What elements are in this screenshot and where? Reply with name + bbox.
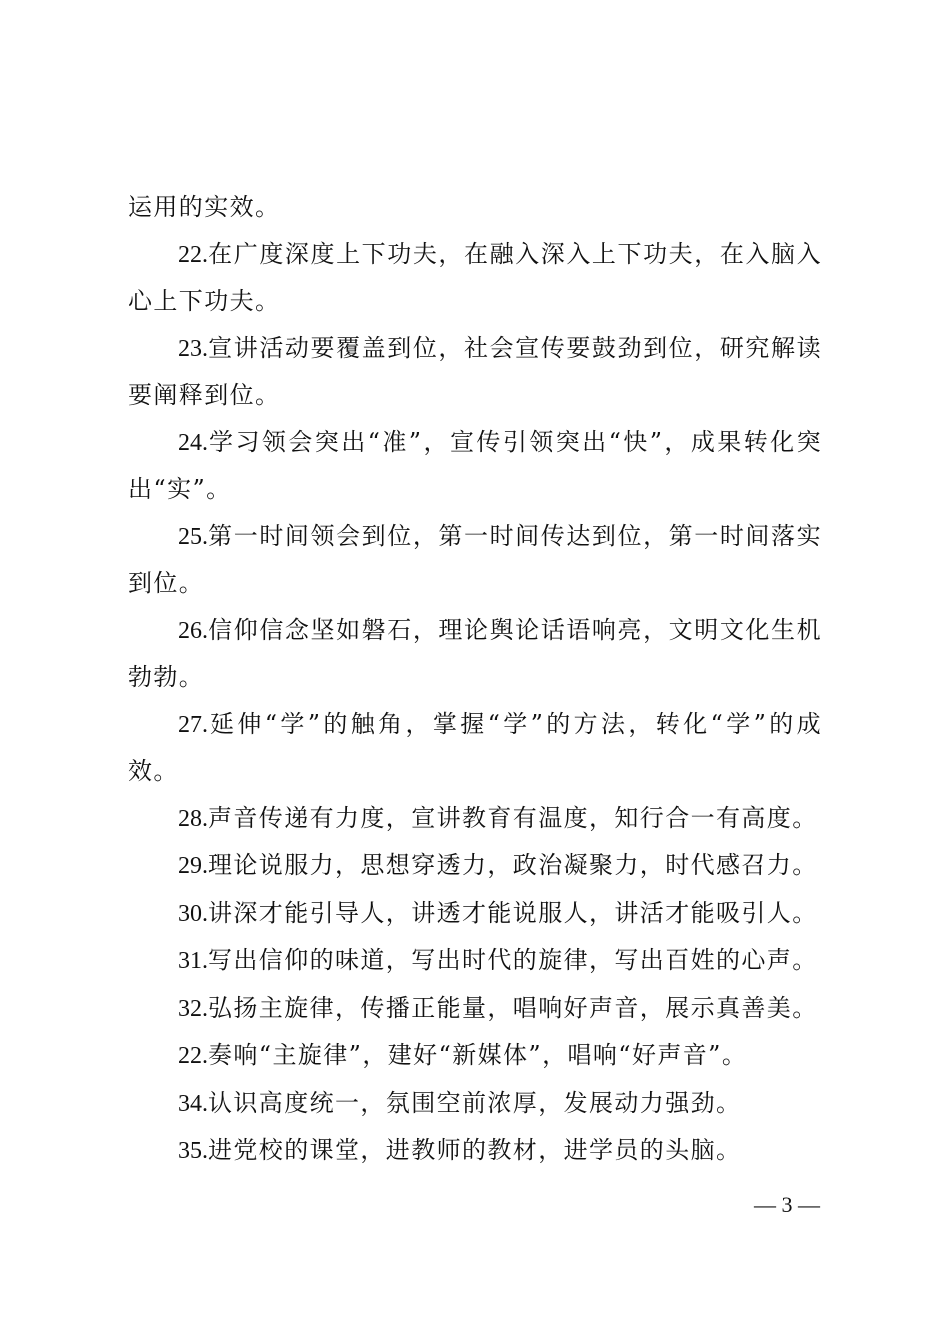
- list-item: [128, 325, 822, 419]
- item-text: 认识高度统一，氛围空前浓厚，发展动力强劲。: [208, 1088, 742, 1117]
- list-item: [128, 985, 822, 1033]
- item-number: 23.: [178, 335, 208, 362]
- item-number: 32.: [178, 995, 208, 1022]
- list-item: [128, 231, 822, 325]
- item-text: 奏响“主旋律”，建好“新媒体”，唱响“好声音”。: [208, 1041, 748, 1069]
- paragraph-text: 运用的实效。: [128, 193, 281, 221]
- item-number: 26.: [178, 617, 208, 644]
- list-item: [128, 419, 822, 513]
- item-text: 延伸“学”的触角，掌握“学”的方法，转化“学”的成效。: [128, 709, 822, 785]
- item-number: 27.: [178, 711, 208, 738]
- list-item: [128, 607, 822, 701]
- item-number: 29.: [178, 853, 208, 879]
- item-text: 在广度深度上下功夫，在融入深入上下功夫，在入脑入心上下功夫。: [128, 239, 822, 315]
- item-text: 讲深才能引导人，讲透才能说服人，讲活才能吸引人。: [208, 898, 818, 927]
- document-body: [128, 184, 822, 1175]
- item-text: 弘扬主旋律，传播正能量，唱响好声音，展示真善美。: [208, 993, 818, 1022]
- page-number: — 3 —: [754, 1192, 820, 1217]
- item-number: 31.: [178, 948, 208, 974]
- item-text: 宣讲活动要覆盖到位，社会宣传要鼓劲到位，研究解读要阐释到位。: [128, 333, 822, 409]
- list-item: [128, 513, 822, 607]
- paragraph-continuation: [128, 184, 822, 231]
- list-item: [128, 1032, 822, 1080]
- list-item: [128, 701, 822, 795]
- item-number: 28.: [178, 805, 208, 832]
- item-number: 35.: [178, 1138, 208, 1164]
- list-item: [128, 937, 822, 985]
- item-number: 34.: [178, 1090, 208, 1117]
- list-item: [128, 1080, 822, 1128]
- item-text: 写出信仰的味道，写出时代的旋律，写出百姓的心声。: [208, 946, 818, 974]
- item-text: 学习领会突出“准”，宣传引领突出“快”，成果转化突出“实”。: [128, 427, 822, 503]
- item-number: 22.: [178, 1043, 208, 1069]
- item-number: 25.: [178, 523, 208, 550]
- item-number: 24.: [178, 429, 208, 456]
- list-item: [128, 795, 822, 843]
- item-number: 22.: [178, 241, 208, 268]
- list-item: [128, 890, 822, 938]
- list-item: [128, 1127, 822, 1175]
- item-text: 信仰信念坚如磐石，理论舆论话语响亮，文明文化生机勃勃。: [128, 615, 822, 691]
- item-number: 30.: [178, 900, 208, 927]
- item-text: 第一时间领会到位，第一时间传达到位，第一时间落实到位。: [128, 521, 822, 597]
- item-text: 理论说服力，思想穿透力，政治凝聚力，时代感召力。: [208, 851, 818, 879]
- list-item: [128, 842, 822, 890]
- item-text: 进党校的课堂，进教师的教材，进学员的头脑。: [208, 1136, 742, 1164]
- item-text: 声音传递有力度，宣讲教育有温度，知行合一有高度。: [208, 803, 818, 832]
